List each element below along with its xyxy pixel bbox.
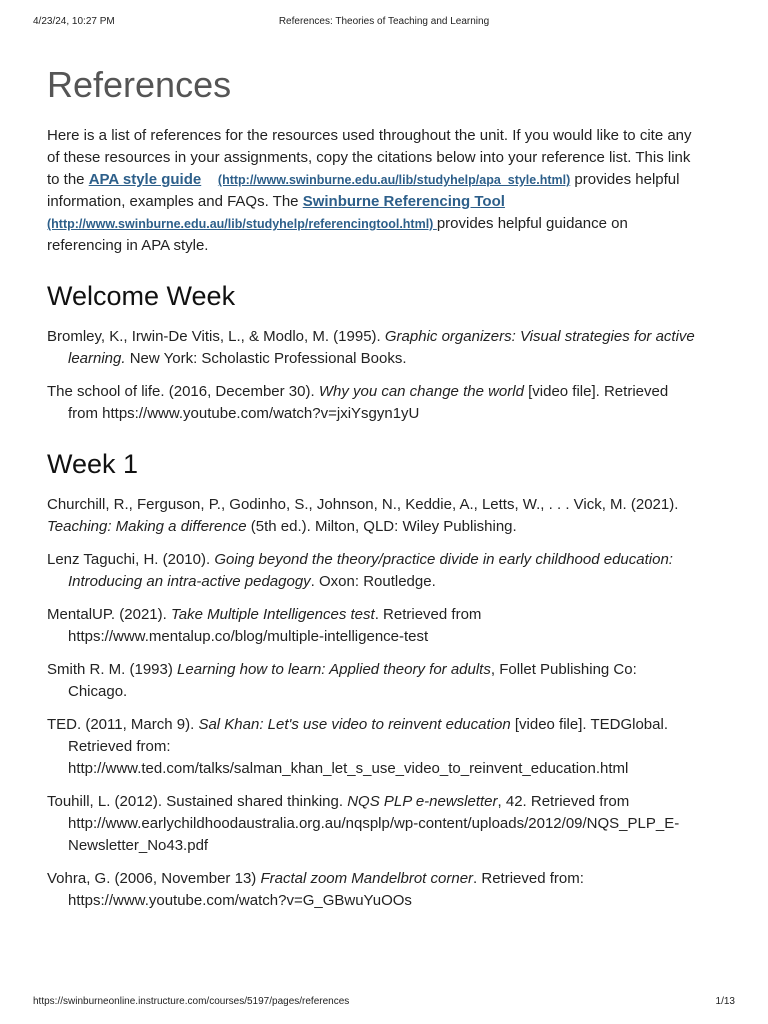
reference-title: Learning how to learn: Applied theory for adults [177,661,491,678]
reference-entry [47,494,697,538]
print-header [33,16,735,30]
apa-style-guide-link[interactable]: APA style guide [88,171,202,188]
reference-text: . Retrieved from https://www.mentalup.co/blog/multiple-intelligence-test [68,606,482,645]
page-title: References [47,64,232,105]
referencing-tool-link[interactable]: Swinburne Referencing Tool [302,193,505,210]
intro-paragraph [47,125,697,257]
reference-text: [video file]. Retrieved from https://www.youtube.com/watch?v=jxiYsgyn1yU [68,383,669,422]
reference-text: Smith R. M. (1993) [47,661,178,678]
reference-title: Fractal zoom Mandelbrot corner [260,870,474,887]
reference-text: Bromley, K., Irwin-De Vitis, L., & Modlo, M. (1995). [47,328,385,345]
referencing-tool-url-link[interactable]: (http://www.swinburne.edu.au/lib/studyhelp/referencingtool.html) [47,217,437,231]
intro-text-3: provides helpful guidance on referencing in APA style. [47,215,628,254]
reference-text: MentalUP. (2021). [47,606,171,623]
reference-text: , 42. Retrieved from http://www.earlychildhoodaustralia.org.au/nqsplp/wp-content/uploads/2012/09/NQS_PLP_E-Newsletter_No43.pdf [68,793,680,854]
print-timestamp: 4/23/24, 10:27 PM [33,16,115,27]
reference-title: Graphic organizers: Visual strategies for active learning. [68,328,695,367]
page-content [47,62,697,923]
reference-title: Why you can change the world [318,383,524,400]
reference-entry [47,659,697,703]
reference-text: The school of life. (2016, December 30). [47,383,319,400]
reference-text: Lenz Taguchi, H. (2010). [47,551,215,568]
reference-title: Going beyond the theory/practice divide in early childhood education: Introducing an intra-active pedagogy [68,551,673,590]
reference-title: Take Multiple Intelligences test [170,606,375,623]
intro-text-1: Here is a list of references for the resources used throughout the unit. If you would like to cite any of these resources in your assignments, copy the citations below into your reference list. This link to the [47,127,692,188]
reference-entry [47,791,697,857]
print-page-title: References: Theories of Teaching and Learning [278,16,490,27]
reference-text: . Oxon: Routledge. [310,573,436,590]
reference-text: New York: Scholastic Professional Books. [125,350,407,367]
reference-text: [video file]. TEDGlobal. Retrieved from: http://www.ted.com/talks/salman_khan_let_s_use_video_to_reinvent_education.html [68,716,668,777]
reference-title: Teaching: Making a difference [47,518,247,535]
section-heading-week-1: Week 1 [47,449,139,479]
reference-title: NQS PLP e-newsletter [347,793,498,810]
reference-text: Churchill, R., Ferguson, P., Godinho, S., Johnson, N., Keddie, A., Letts, W., . . . Vick, M. (2021). [47,496,679,513]
reference-entry [47,714,697,780]
section-heading-welcome-week: Welcome Week [47,281,236,311]
print-page-number: 1/13 [715,996,735,1007]
reference-text: , Follet Publishing Co: Chicago. [68,661,637,700]
apa-style-guide-url-link[interactable]: (http://www.swinburne.edu.au/lib/studyhelp/apa_style.html) [217,173,571,187]
reference-text: Vohra, G. (2006, November 13) [47,870,261,887]
reference-text: TED. (2011, March 9). [47,716,199,733]
reference-text: (5th ed.). Milton, QLD: Wiley Publishing. [246,518,517,535]
reference-title: Sal Khan: Let's use video to reinvent education [198,716,511,733]
reference-entry [47,604,697,648]
reference-entry [47,549,697,593]
reference-entry [47,381,697,425]
intro-text-2: provides helpful information, examples and FAQs. The [47,171,680,210]
reference-text: . Retrieved from: https://www.youtube.com/watch?v=G_GBwuYuOOs [68,870,584,909]
reference-entry [47,868,697,912]
reference-entry [47,326,697,370]
reference-text: Touhill, L. (2012). Sustained shared thinking. [47,793,348,810]
print-footer [33,996,735,1010]
print-url: https://swinburneonline.instructure.com/courses/5197/pages/references [33,996,350,1007]
